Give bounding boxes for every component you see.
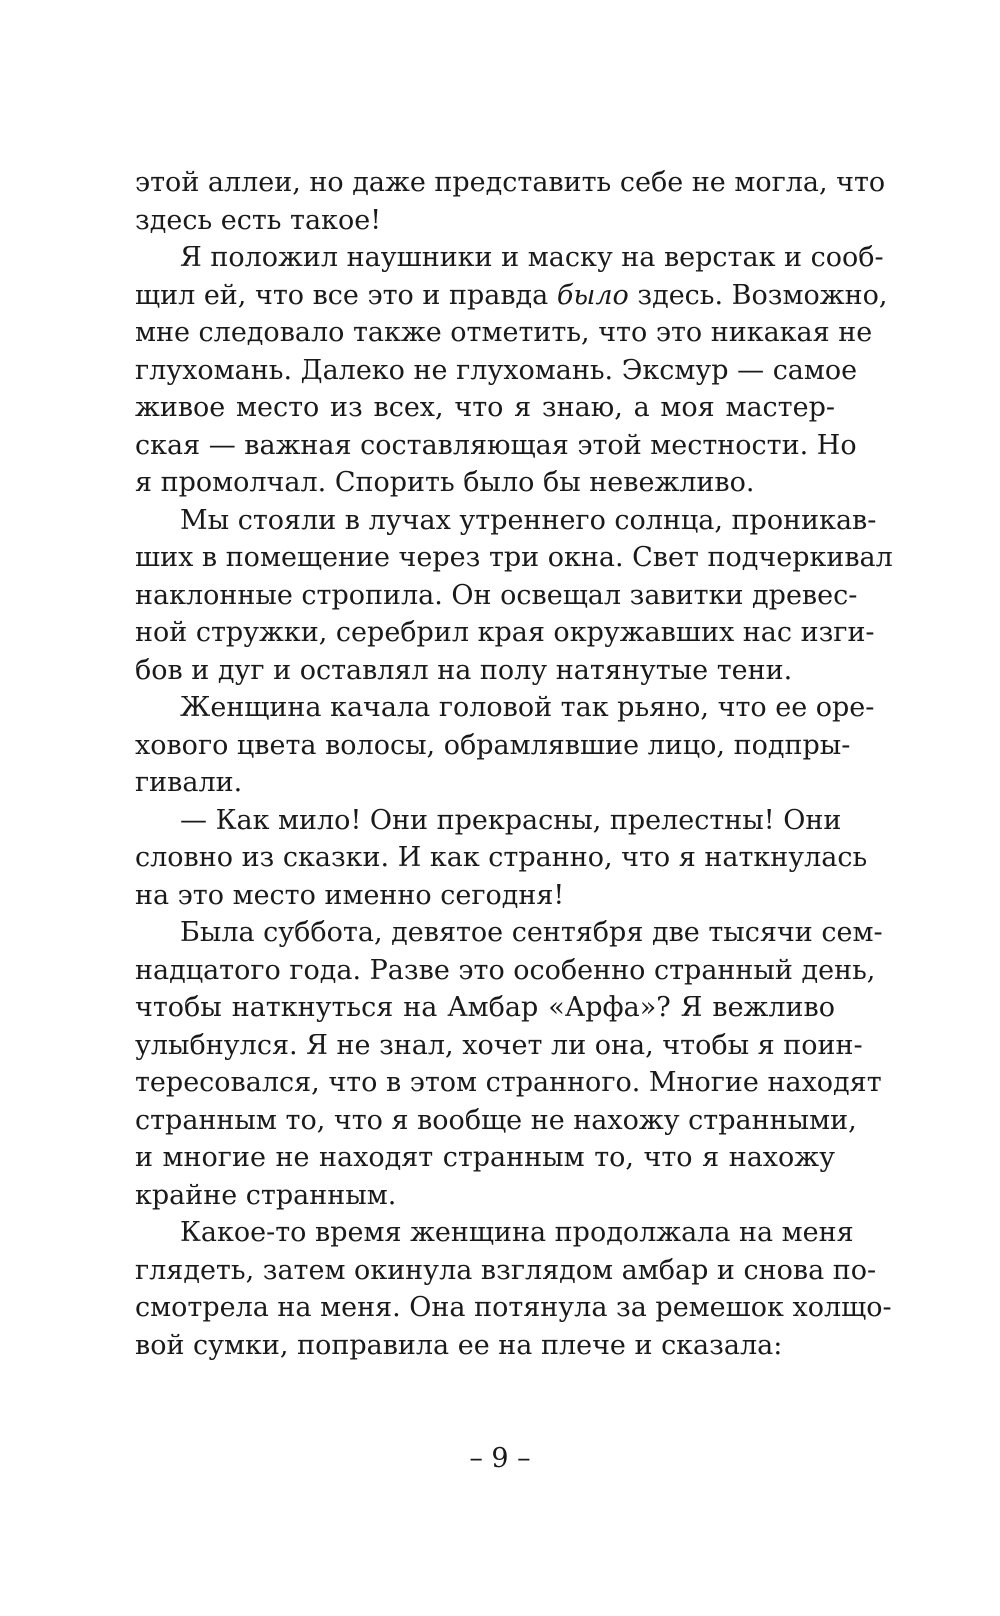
text-line: глядеть, затем окинула взглядом амбар и снова по- xyxy=(135,1254,877,1286)
text-line: мне следовало также отметить, что это никакая не xyxy=(135,317,873,348)
text-line: — Как мило! Они прекрасны, прелестны! Они xyxy=(180,804,842,836)
text-line: улыбнулся. Я не знал, хочет ли она, чтобы я поин- xyxy=(135,1029,863,1061)
text-line: тересовался, что в этом странного. Многие находят xyxy=(135,1067,882,1098)
paragraph xyxy=(135,239,888,502)
text-line: Была суббота, девятое сентября две тысячи сем- xyxy=(180,917,883,948)
text-line: ская — важная составляющая этой местности. Но xyxy=(135,429,857,461)
text-run: здесь. Возможно, xyxy=(628,279,888,311)
page-number: – 9 – xyxy=(469,1443,531,1474)
paragraph xyxy=(135,1214,892,1364)
text-line: здесь есть такое! xyxy=(135,204,382,236)
text-line: я промолчал. Спорить было бы невежливо. xyxy=(135,467,755,498)
text-line: вой сумки, поправила ее на плече и сказала: xyxy=(135,1329,783,1361)
text-line: наклонные стропила. Он освещал завитки древес- xyxy=(135,579,858,611)
text-line: чтобы наткнуться на Амбар «Арфа»? Я вежливо xyxy=(135,992,835,1023)
text-line: Я положил наушники и маску на верстак и сооб- xyxy=(180,242,884,273)
text-run: щил ей, что все это и правда xyxy=(135,279,557,311)
text-line: гивали. xyxy=(135,767,243,798)
text-line: смотрела на меня. Она потянула за ремешок холщо- xyxy=(135,1292,892,1323)
text-line: этой аллеи, но даже представить себе не могла, что xyxy=(135,167,886,198)
text-line: на это место именно сегодня! xyxy=(135,879,565,911)
text-line: Женщина качала головой так рьяно, что ее оре- xyxy=(180,692,875,723)
text-line: и многие не находят странным то, что я нахожу xyxy=(135,1142,835,1173)
italic-word: было xyxy=(556,279,629,311)
text-line: надцатого года. Разве это особенно странный день, xyxy=(135,954,876,986)
text-line: бов и дуг и оставлял на полу натянутые тени. xyxy=(135,654,793,686)
paragraph xyxy=(135,914,883,1214)
paragraph xyxy=(135,502,893,690)
text-line: ших в помещение через три окна. Свет подчеркивал xyxy=(135,542,893,573)
text-line: живое место из всех, что я знаю, а моя мастер- xyxy=(135,392,835,423)
text-line: словно из сказки. И как странно, что я наткнулась xyxy=(135,842,868,873)
text-line: Мы стояли в лучах утреннего солнца, проникав- xyxy=(180,504,877,536)
text-line: хового цвета волосы, обрамлявшие лицо, подпры- xyxy=(135,729,851,761)
page-body xyxy=(135,164,893,1364)
paragraph xyxy=(135,802,868,915)
text-line: ной стружки, серебрил края окружавших нас изги- xyxy=(135,617,875,648)
text-line: странным то, что я вообще не нахожу странными, xyxy=(135,1104,857,1136)
text-line: глухомань. Далеко не глухомань. Эксмур — самое xyxy=(135,354,858,386)
text-line: крайне странным. xyxy=(135,1179,397,1211)
paragraph xyxy=(135,164,886,239)
paragraph xyxy=(135,689,875,802)
text-line: Какое-то время женщина продолжала на меня xyxy=(180,1217,854,1248)
text-line xyxy=(135,277,888,315)
